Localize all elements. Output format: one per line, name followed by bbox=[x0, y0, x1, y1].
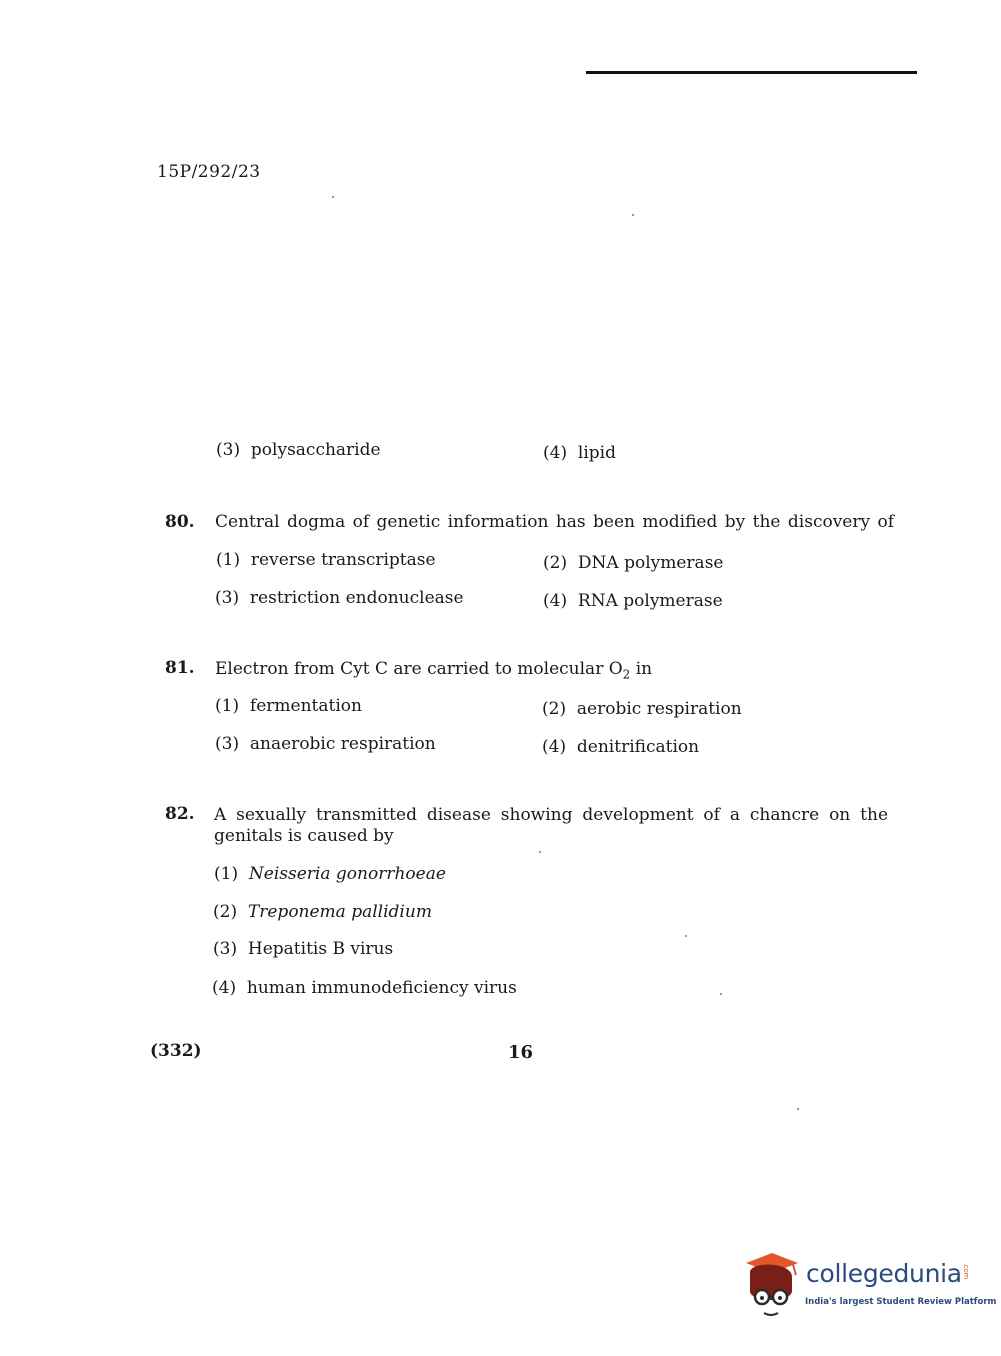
question-80-text: Central dogma of genetic information has been modified by the discovery of bbox=[215, 512, 895, 532]
scan-speck bbox=[797, 1108, 799, 1110]
prev-option-3: (3) polysaccharide bbox=[216, 440, 381, 460]
question-81-text: Electron from Cyt C are carried to molecular $O_2$ in bbox=[215, 659, 653, 682]
question-82-number: 82. bbox=[165, 804, 195, 824]
scan-speck bbox=[539, 851, 541, 853]
question-82-option-1: (1) Neisseria gonorrhoeae bbox=[214, 864, 446, 884]
scan-speck bbox=[332, 196, 334, 198]
question-80-number: 80. bbox=[165, 512, 195, 532]
scan-speck bbox=[720, 993, 722, 995]
question-81-number: 81. bbox=[165, 658, 195, 678]
watermark-brand: collegedunia.com bbox=[806, 1259, 970, 1288]
paper-code: 15P/292/23 bbox=[157, 162, 261, 182]
scan-speck bbox=[632, 214, 634, 216]
question-81-option-3: (3) anaerobic respiration bbox=[215, 734, 436, 754]
question-82-text-line1: A sexually transmitted disease showing development of a chancre on the bbox=[214, 805, 888, 825]
question-82-text-line2: genitals is caused by bbox=[214, 826, 394, 846]
page-number: 16 bbox=[508, 1042, 534, 1063]
question-80-option-3: (3) restriction endonuclease bbox=[215, 588, 464, 608]
question-80-option-1: (1) reverse transcriptase bbox=[216, 550, 436, 570]
prev-option-4: (4) lipid bbox=[543, 443, 616, 463]
scan-speck bbox=[685, 935, 687, 937]
question-81-option-4: (4) denitrification bbox=[542, 737, 700, 757]
question-81-option-2: (2) aerobic respiration bbox=[542, 699, 742, 719]
booklet-code: (332) bbox=[150, 1041, 202, 1061]
top-rule bbox=[586, 71, 917, 74]
question-81-option-1: (1) fermentation bbox=[215, 696, 362, 716]
question-82-option-4: (4) human immunodeficiency virus bbox=[212, 978, 517, 998]
question-82-option-2: (2) Treponema pallidium bbox=[213, 902, 432, 922]
watermark-tagline: India's largest Student Review Platform bbox=[805, 1297, 997, 1307]
question-80-option-2: (2) DNA polymerase bbox=[543, 553, 724, 573]
question-82-option-3: (3) Hepatitis B virus bbox=[213, 939, 394, 959]
question-80-option-4: (4) RNA polymerase bbox=[543, 591, 723, 611]
